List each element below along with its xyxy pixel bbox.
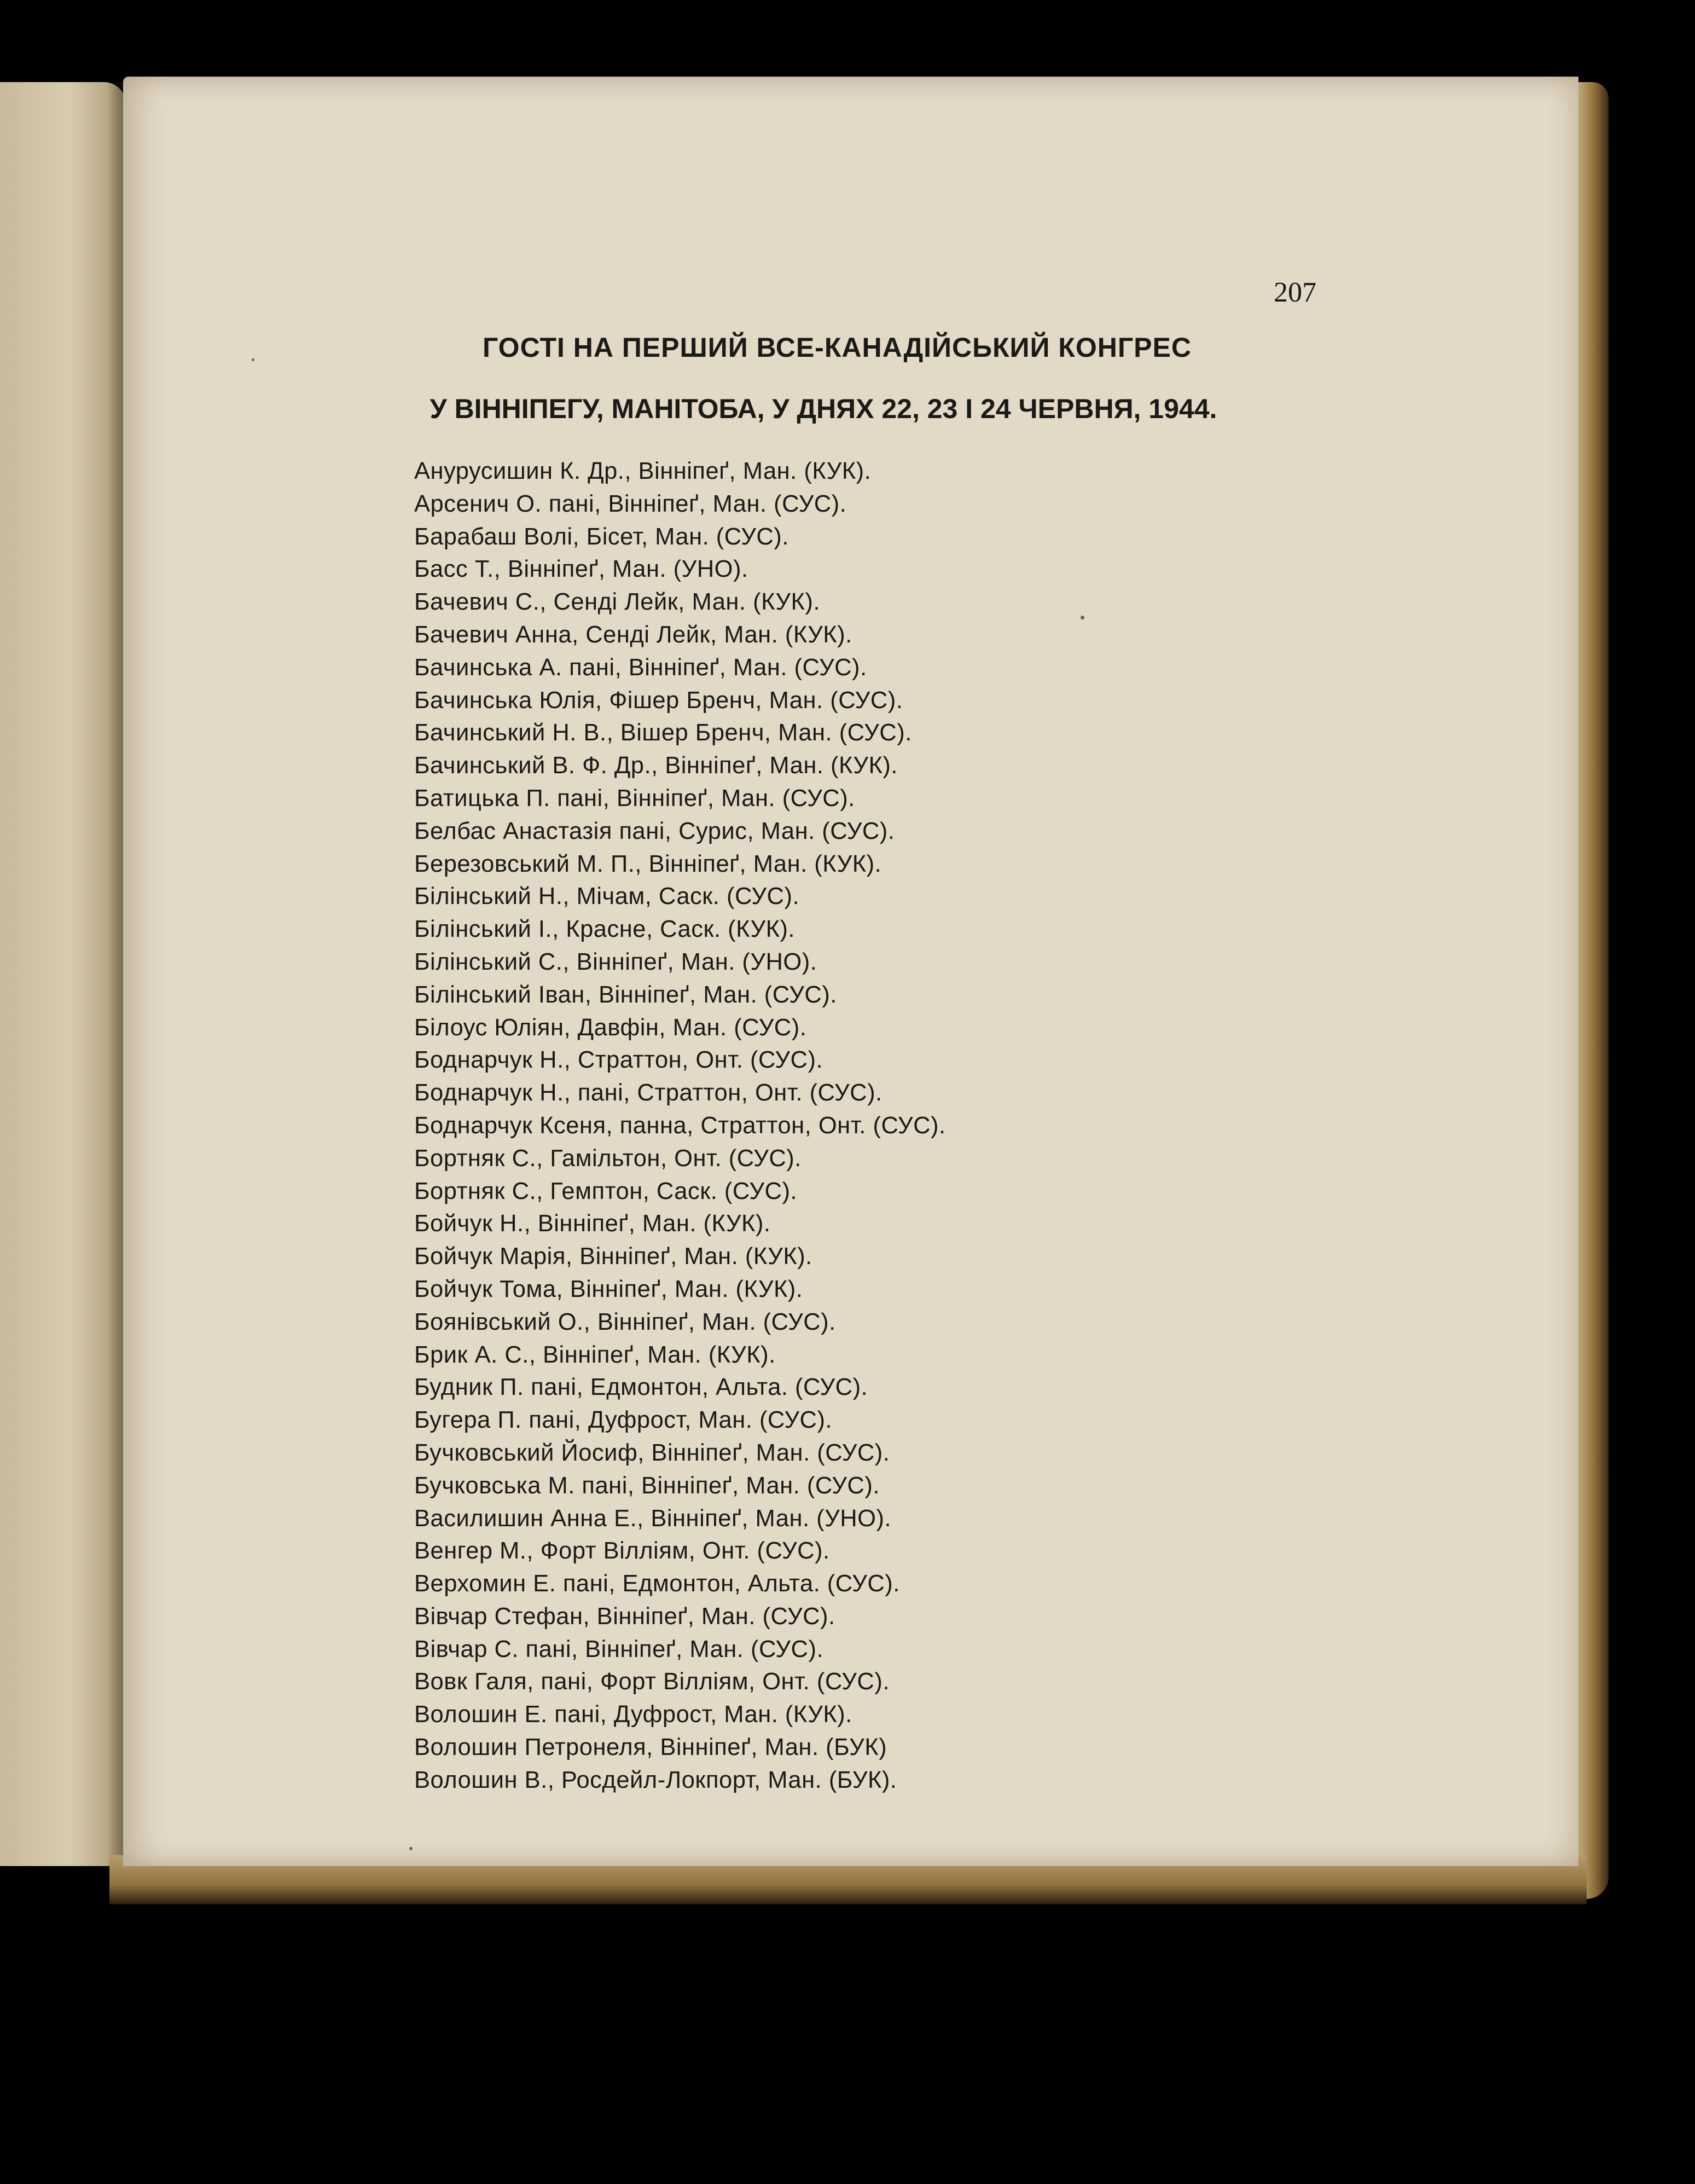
guest-entry: Белбас Анастазія пані, Сурис, Ман. (СУС). — [414, 818, 895, 844]
heading-line-1: ГОСТІ НА ПЕРШИЙ ВСЕ-КАНАДІЙСЬКИЙ КОНГРЕС — [483, 332, 1192, 363]
guest-entry: Бачинська А. пані, Вінніпеґ, Ман. (СУС). — [414, 654, 867, 681]
guest-entry: Боднарчук Н., Страттон, Онт. (СУС). — [414, 1047, 823, 1074]
guest-entry: Анурусишин К. Др., Вінніпеґ, Ман. (КУК). — [414, 458, 872, 484]
guest-entry: Білінський Іван, Вінніпеґ, Ман. (СУС). — [414, 981, 837, 1008]
guest-entry: Бугера П. пані, Дуфрост, Ман. (СУС). — [414, 1407, 833, 1434]
guest-entry: Вівчар Стефан, Вінніпеґ, Ман. (СУС). — [414, 1603, 835, 1630]
guest-entry: Вовк Галя, пані, Форт Вілліям, Онт. (СУС). — [414, 1669, 890, 1695]
guest-entry: Бучковська М. пані, Вінніпеґ, Ман. (СУС). — [414, 1472, 880, 1499]
paper-speck — [1081, 616, 1084, 619]
guest-entry: Бойчук Н., Вінніпеґ, Ман. (КУК). — [414, 1210, 771, 1237]
guest-entry: Бачевич Анна, Сенді Лейк, Ман. (КУК). — [414, 621, 852, 648]
page-heading — [383, 328, 1313, 428]
guest-entry: Бачинський Н. В., Вішер Бренч, Ман. (СУС). — [414, 720, 912, 746]
guest-entry: Басс Т., Вінніпеґ, Ман. (УНО). — [414, 556, 748, 583]
guest-entry: Бойчук Марія, Вінніпеґ, Ман. (КУК). — [414, 1243, 812, 1270]
guest-entry: Василишин Анна Е., Вінніпеґ, Ман. (УНО). — [414, 1505, 892, 1532]
guest-entry: Боянівський О., Вінніпеґ, Ман. (СУС). — [414, 1308, 836, 1335]
guest-entry: Березовський М. П., Вінніпеґ, Ман. (КУК). — [414, 850, 882, 877]
guest-entry: Вівчар С. пані, Вінніпеґ, Ман. (СУС). — [414, 1636, 824, 1662]
guest-entry: Арсенич О. пані, Вінніпеґ, Ман. (СУС). — [414, 490, 847, 517]
guest-entry: Білінський Н., Мічам, Саск. (СУС). — [414, 883, 800, 910]
guest-entry: Боднарчук Ксеня, панна, Страттон, Онт. (СУС). — [414, 1112, 946, 1139]
guest-entry: Бучковський Йосиф, Вінніпеґ, Ман. (СУС). — [414, 1439, 890, 1466]
guest-entry: Будник П. пані, Едмонтон, Альта. (СУС). — [414, 1374, 868, 1401]
guest-entry: Бачинський В. Ф. Др., Вінніпеґ, Ман. (КУК). — [414, 752, 898, 779]
page-number: 207 — [1274, 277, 1316, 308]
guest-entry: Волошин Петронеля, Вінніпеґ, Ман. (БУК) — [414, 1734, 887, 1761]
paper-speck — [409, 1847, 413, 1850]
guest-entry: Бачинська Юлія, Фішер Бренч, Ман. (СУС). — [414, 687, 903, 714]
guest-entry: Верхомин Е. пані, Едмонтон, Альта. (СУС). — [414, 1571, 900, 1597]
guest-list — [414, 455, 946, 1797]
guest-entry: Волошин В., Росдейл-Локпорт, Ман. (БУК). — [414, 1766, 897, 1793]
guest-entry: Волошин Е. пані, Дуфрост, Ман. (КУК). — [414, 1701, 852, 1728]
guest-entry: Бортняк С., Гемптон, Саск. (СУС). — [414, 1178, 798, 1204]
guest-entry: Венгер М., Форт Вілліям, Онт. (СУС). — [414, 1538, 830, 1565]
guest-entry: Барабаш Волі, Бісет, Ман. (СУС). — [414, 523, 789, 550]
guest-entry: Бойчук Тома, Вінніпеґ, Ман. (КУК). — [414, 1276, 803, 1302]
guest-entry: Білінський С., Вінніпеґ, Ман. (УНО). — [414, 948, 817, 975]
guest-entry: Білінський І., Красне, Саск. (КУК). — [414, 916, 796, 943]
heading-line-2: У ВІННІПЕГУ, МАНІТОБА, У ДНЯХ 22, 23 І 24 ЧЕРВНЯ, 1944. — [429, 393, 1217, 424]
guest-entry: Бортняк С., Гамільтон, Онт. (СУС). — [414, 1145, 802, 1172]
guest-entry: Білоус Юліян, Давфін, Ман. (СУС). — [414, 1014, 807, 1041]
guest-entry: Бачевич С., Сенді Лейк, Ман. (КУК). — [414, 589, 820, 616]
guest-entry: Боднарчук Н., пані, Страттон, Онт. (СУС). — [414, 1080, 883, 1107]
paper-speck — [252, 358, 254, 361]
guest-entry: Батицька П. пані, Вінніпеґ, Ман. (СУС). — [414, 785, 855, 812]
guest-entry: Брик А. С., Вінніпеґ, Ман. (КУК). — [414, 1341, 776, 1368]
